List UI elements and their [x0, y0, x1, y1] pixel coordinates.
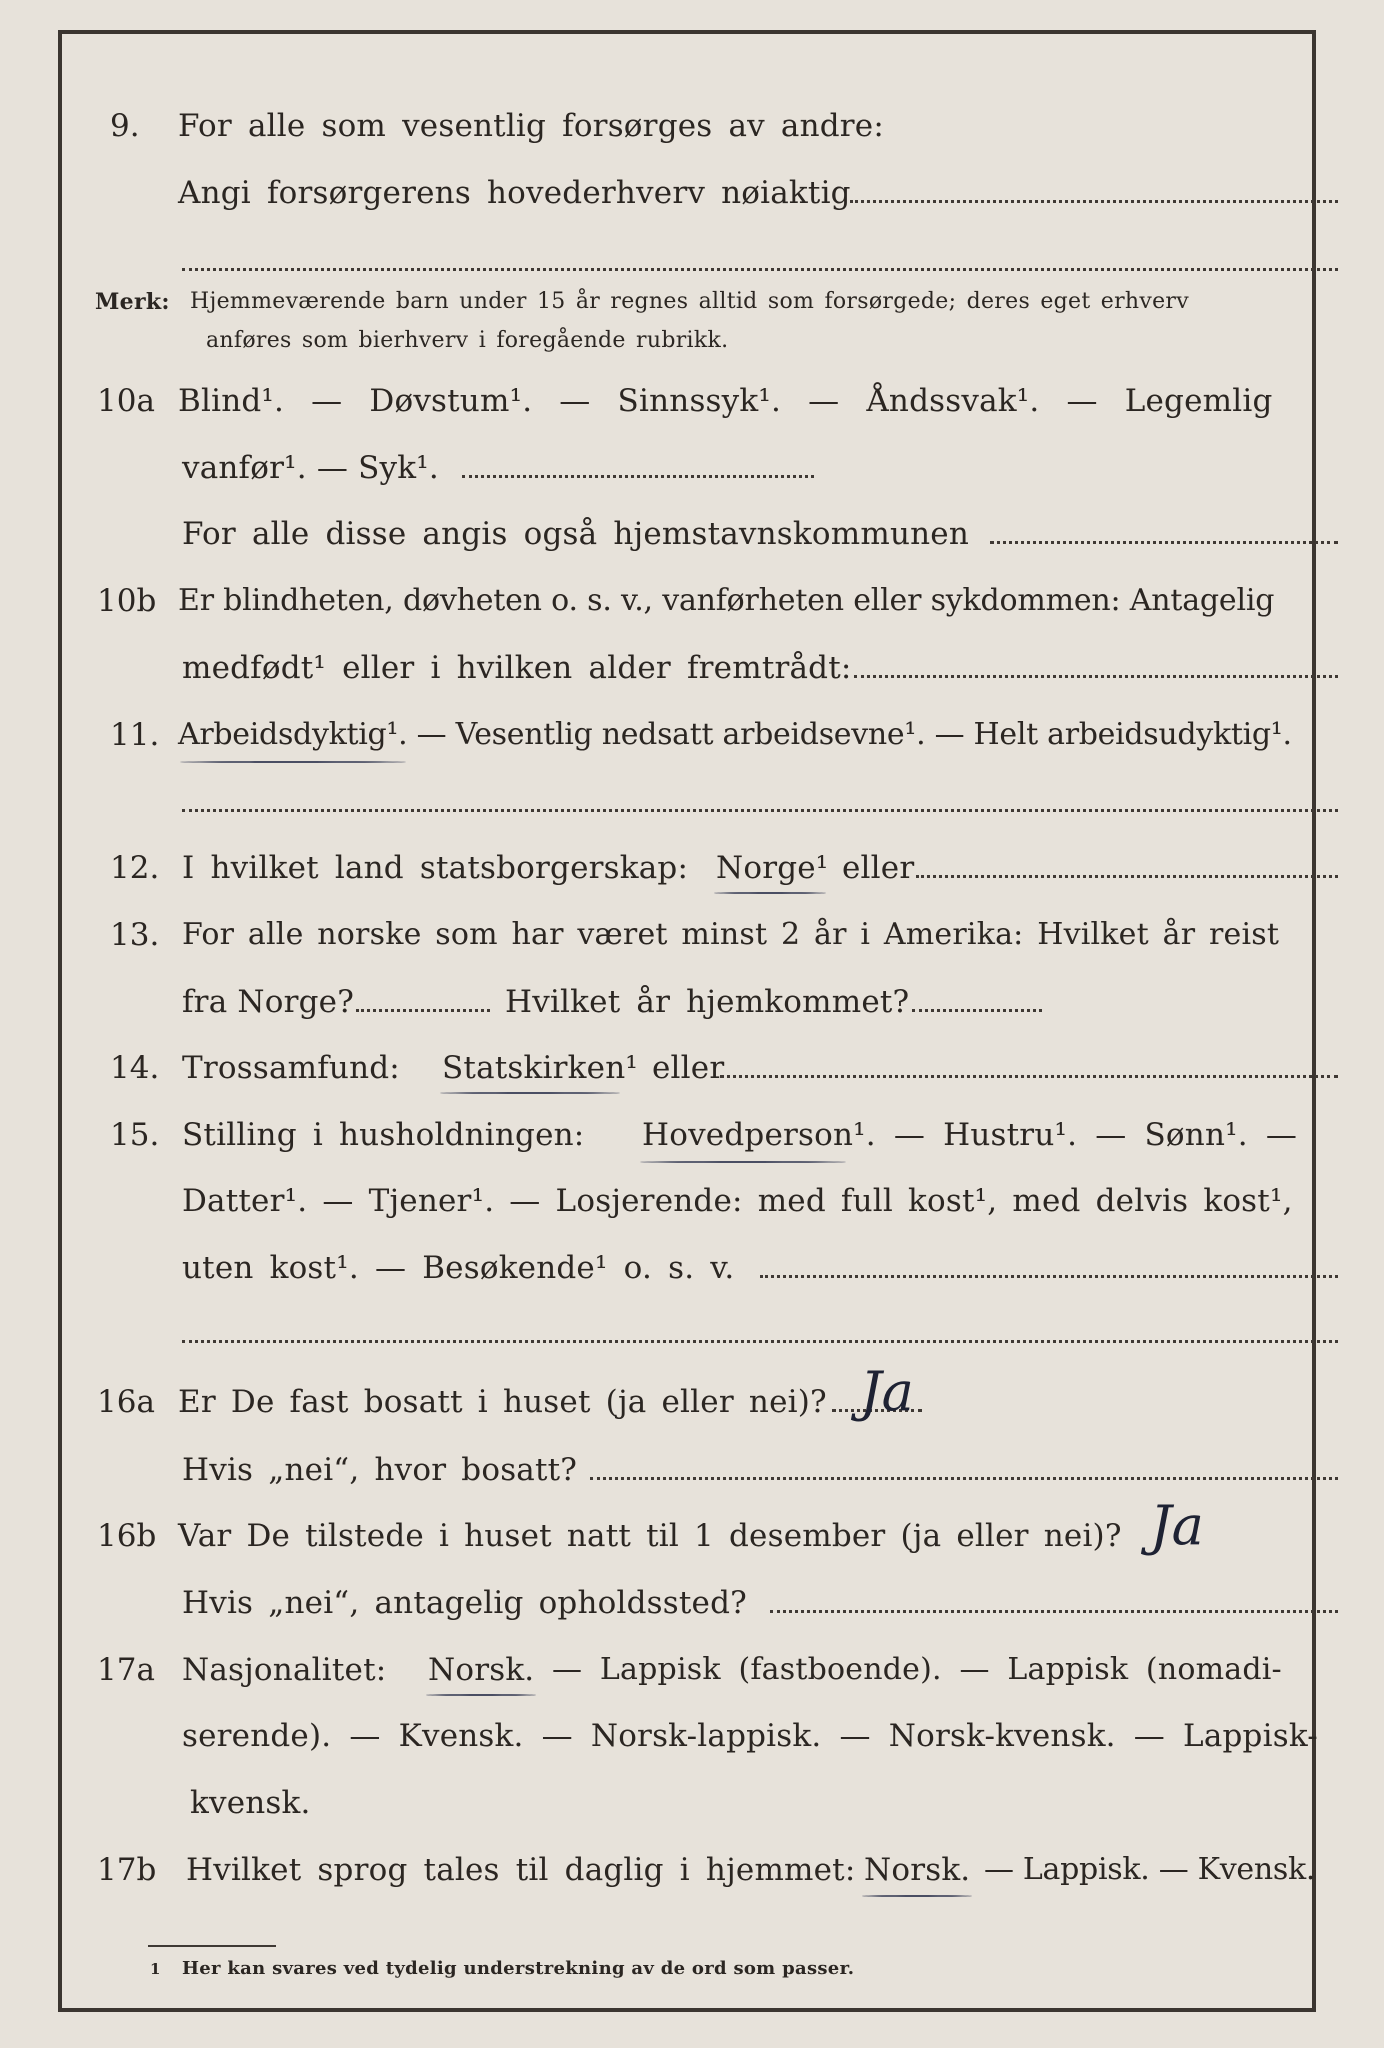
q10a-answer-line[interactable] — [462, 475, 814, 478]
q11-line — [178, 717, 1292, 752]
q17a-prefix: Nasjonalitet: — [182, 1652, 387, 1688]
q15-line2: Datter¹. — Tjener¹. — Losjerende: med full kost¹, med delvis kost¹, — [182, 1183, 1293, 1219]
q17b-rest: — Lappisk. — Kvensk. — [984, 1852, 1316, 1887]
q11-number: 11. — [110, 717, 160, 753]
q17b-underlined: Norsk. — [864, 1852, 971, 1888]
q14-number: 14. — [110, 1050, 160, 1086]
q10b-answer-line[interactable] — [854, 675, 1338, 678]
q16a-number: 16a — [97, 1384, 155, 1420]
q12-number: 12. — [110, 850, 160, 886]
q15-answer-line-2[interactable] — [182, 1340, 1338, 1343]
q10b-line1: Er blindheten, døvheten o. s. v., vanførheten eller sykdommen: Antagelig — [178, 583, 1275, 618]
q17a-handwritten-underline — [426, 1694, 536, 1696]
q17a-line2: serende). — Kvensk. — Norsk-lappisk. — Norsk-kvensk. — Lappisk- — [182, 1718, 1318, 1754]
q15-number: 15. — [110, 1117, 160, 1153]
q10a-number: 10a — [97, 383, 155, 419]
q15-answer-line[interactable] — [760, 1275, 1338, 1278]
q12-underlined: Norge¹ — [716, 850, 829, 886]
footnote-text: Her kan svares ved tydelig understrekning av de ord som passer. — [182, 1958, 855, 1979]
q17b-prefix: Hvilket sprog tales til daglig i hjemmet: — [186, 1852, 856, 1888]
q14-prefix: Trossamfund: — [182, 1050, 400, 1086]
q17b-handwritten-underline — [862, 1895, 972, 1897]
q10a-line1: Blind¹. — Døvstum¹. — Sinnssyk¹. — Åndssvak¹. — Legemlig — [178, 383, 1273, 419]
q16a-line1: Er De fast bosatt i huset (ja eller nei)? — [178, 1384, 827, 1420]
footnote-marker: 1 — [150, 1960, 161, 1978]
q9-line1: For alle som vesentlig forsørges av andre: — [178, 108, 884, 144]
q16b-location-line[interactable] — [770, 1610, 1338, 1613]
q10a-hometown-line[interactable] — [990, 541, 1338, 544]
q16b-number: 16b — [97, 1518, 157, 1554]
q9-line2: Angi forsørgerens hovederhverv nøiaktig — [178, 175, 851, 211]
q9-number: 9. — [110, 108, 140, 144]
q16b-line2: Hvis „nei“, antagelig opholdssted? — [182, 1585, 747, 1621]
q13-line2a: fra Norge? — [182, 984, 355, 1020]
q17a-underlined: Norsk. — [428, 1652, 535, 1688]
q9-answer-line-2[interactable] — [182, 268, 1338, 271]
q16a-line2: Hvis „nei“, hvor bosatt? — [182, 1452, 578, 1488]
q10a-line3: For alle disse angis også hjemstavnskommunen — [182, 516, 969, 552]
q16a-residence-line[interactable] — [590, 1477, 1338, 1480]
q14-answer-line[interactable] — [720, 1075, 1338, 1078]
q16b-handwritten-answer: Ja — [1150, 1494, 1204, 1557]
q17a-line1-rest: — Lappisk (fastboende). — Lappisk (nomadi- — [552, 1652, 1282, 1687]
q12-handwritten-underline — [714, 892, 826, 894]
note-label: Merk: — [95, 289, 170, 315]
q14-handwritten-underline — [440, 1092, 620, 1094]
q17b-number: 17b — [97, 1852, 157, 1888]
note-line2: anføres som bierhverv i foregående rubrikk. — [206, 328, 729, 353]
q15-prefix: Stilling i husholdningen: — [182, 1117, 585, 1153]
q13-line1: For alle norske som har været minst 2 år i Amerika: Hvilket år reist — [182, 917, 1280, 952]
q13-number: 13. — [110, 917, 160, 953]
q12-answer-line[interactable] — [916, 875, 1338, 878]
q17a-line3: kvensk. — [190, 1785, 311, 1821]
q12-prefix: I hvilket land statsborgerskap: — [182, 850, 689, 886]
q15-line1-rest: . — Hustru¹. — Sønn¹. — — [865, 1117, 1298, 1153]
q16b-line1: Var De tilstede i huset natt til 1 desember (ja eller nei)? — [178, 1518, 1122, 1554]
note-line1: Hjemmeværende barn under 15 år regnes alltid som forsørgede; deres eget erhverv — [190, 289, 1189, 314]
q10b-line2: medfødt¹ eller i hvilken alder fremtrådt: — [182, 650, 852, 686]
q11-rest: . — Vesentlig nedsatt arbeidsevne¹. — Helt arbeidsudyktig¹. — [398, 717, 1292, 752]
q11-underlined: Arbeidsdyktig¹ — [178, 717, 399, 752]
q10a-line2: vanfør¹. — Syk¹. — [182, 450, 439, 486]
q15-handwritten-underline — [640, 1161, 846, 1163]
q13-line2b: Hvilket år hjemkommet? — [505, 984, 910, 1020]
footnote-rule — [148, 1945, 276, 1947]
q14-suffix: eller — [652, 1050, 725, 1086]
q15-underlined: Hovedperson¹ — [642, 1117, 866, 1153]
q17a-number: 17a — [97, 1652, 155, 1688]
q13-return-line[interactable] — [912, 1009, 1042, 1012]
q15-line1-tail — [642, 1117, 1297, 1153]
q16a-handwritten-answer: Ja — [860, 1360, 914, 1423]
q14-underlined: Statskirken¹ — [442, 1050, 638, 1086]
q11-answer-line[interactable] — [182, 809, 1338, 812]
q12-suffix: eller — [842, 850, 915, 886]
q11-handwritten-underline — [180, 761, 406, 763]
q9-answer-line[interactable] — [850, 200, 1338, 203]
q15-line3: uten kost¹. — Besøkende¹ o. s. v. — [182, 1250, 735, 1286]
q13-departure-line[interactable] — [356, 1009, 490, 1012]
q10b-number: 10b — [97, 583, 157, 619]
